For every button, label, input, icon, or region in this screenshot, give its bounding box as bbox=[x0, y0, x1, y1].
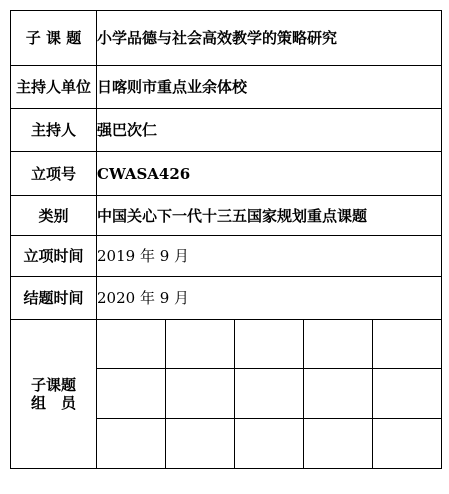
members-label-line1: 子课题 bbox=[30, 376, 76, 394]
host-unit-value: 日喀则市重点业余体校 bbox=[97, 66, 442, 109]
row-project-number bbox=[11, 152, 442, 196]
member-cell bbox=[304, 369, 373, 419]
member-cell bbox=[97, 419, 166, 469]
project-info-table bbox=[10, 10, 442, 469]
member-cell bbox=[235, 320, 304, 369]
member-cell bbox=[373, 419, 442, 469]
members-row bbox=[11, 320, 442, 369]
project-number-value: CWASA426 bbox=[97, 152, 442, 196]
member-cell bbox=[97, 369, 166, 419]
category-label: 类别 bbox=[11, 196, 97, 236]
subproject-label: 子 课 题 bbox=[11, 11, 97, 66]
end-date-value: 2020 年 9 月 bbox=[97, 277, 442, 320]
host-unit-label: 主持人单位 bbox=[11, 66, 97, 109]
row-category bbox=[11, 196, 442, 236]
member-cell bbox=[304, 320, 373, 369]
start-date-value: 2019 年 9 月 bbox=[97, 236, 442, 277]
member-cell bbox=[235, 369, 304, 419]
row-host-unit bbox=[11, 66, 442, 109]
member-cell bbox=[166, 369, 235, 419]
project-number-label: 立项号 bbox=[11, 152, 97, 196]
member-cell bbox=[97, 320, 166, 369]
start-date-label: 立项时间 bbox=[11, 236, 97, 277]
members-label bbox=[11, 320, 97, 469]
end-date-label: 结题时间 bbox=[11, 277, 97, 320]
row-start-date bbox=[11, 236, 442, 277]
member-cell bbox=[373, 369, 442, 419]
member-cell bbox=[373, 320, 442, 369]
member-cell bbox=[166, 320, 235, 369]
host-label: 主持人 bbox=[11, 109, 97, 152]
category-value: 中国关心下一代十三五国家规划重点课题 bbox=[97, 196, 442, 236]
row-end-date bbox=[11, 277, 442, 320]
row-subproject bbox=[11, 11, 442, 66]
members-label-line2: 组 员 bbox=[30, 394, 76, 412]
subproject-value: 小学品德与社会高效教学的策略研究 bbox=[97, 11, 442, 66]
row-host bbox=[11, 109, 442, 152]
host-value: 强巴次仁 bbox=[97, 109, 442, 152]
member-cell bbox=[166, 419, 235, 469]
member-cell bbox=[235, 419, 304, 469]
member-cell bbox=[304, 419, 373, 469]
